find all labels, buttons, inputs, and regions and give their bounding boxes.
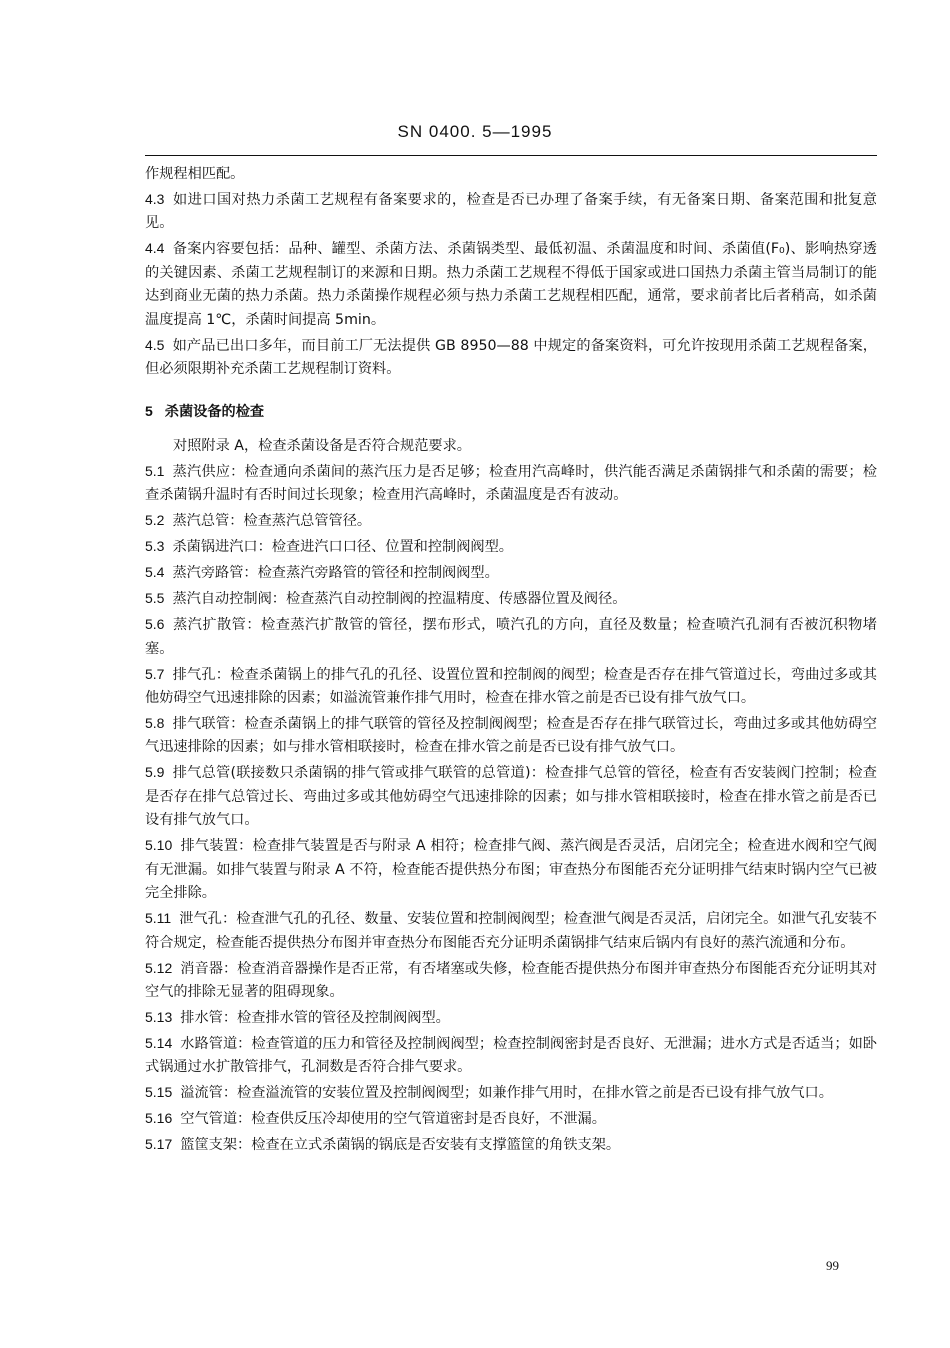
- clause-text: 蒸汽供应：检查通向杀菌间的蒸汽压力是否足够；检查用汽高峰时，供汽能否满足杀菌锅排气和杀菌的需要；检查杀菌锅升温时有否时间过长现象；检查用汽高峰时，杀菌温度是否有波动。: [145, 463, 877, 504]
- clause-5-3: [145, 535, 877, 559]
- clause-5-4: [145, 561, 877, 585]
- clause-text: 空气管道：检查供反压冷却使用的空气管道密封是否良好，不泄漏。: [180, 1111, 606, 1128]
- page-number: 99: [826, 1258, 839, 1273]
- clause-text: 如产品已出口多年，而目前工厂无法提供 GB 8950—88 中规定的备案资料，可允许按现用杀菌工艺规程备案，但必须限期补充杀菌工艺规程制订资料。: [145, 337, 877, 378]
- clause-number: 4.4: [145, 240, 165, 257]
- clause-text: 泄气孔：检查泄气孔的孔径、数量、安装位置和控制阀阀型；检查泄气阀是否灵活，启闭完全。如泄气孔安装不符合规定，检查能否提供热分布图并审查热分布图能否充分证明杀菌锅排气结束后锅内有良好的蒸汽流通和分布。: [145, 911, 877, 951]
- clause-5-7: [145, 663, 877, 711]
- clause-text: 排气孔：检查杀菌锅上的排气孔的孔径、设置位置和控制阀的阀型；检查是否存在排气管道过长，弯曲过多或其他妨碍空气迅速排除的因素；如溢流管兼作排气用时，检查在排水管之前是否已设有排气放气口。: [145, 666, 877, 707]
- clause-number: 5.9: [145, 764, 165, 781]
- clause-text: 蒸汽旁路管：检查蒸汽旁路管的管径和控制阀阀型。: [172, 565, 499, 582]
- clause-number: 5.13: [145, 1008, 173, 1025]
- document-number-header: SN 0400. 5—1995: [397, 122, 553, 141]
- clause-number: 5.10: [145, 837, 173, 854]
- clause-number: 5.12: [145, 959, 173, 976]
- clause-number: 5.7: [145, 665, 165, 682]
- clause-5-8: [145, 712, 877, 760]
- clause-text: 蒸汽总管：检查蒸汽总管管径。: [172, 513, 372, 530]
- header-rule: [145, 155, 877, 156]
- clause-number: 5.11: [145, 910, 172, 927]
- clause-number: 5.4: [145, 564, 165, 581]
- document-body: [145, 163, 877, 1159]
- paragraph-continuation: 作规程相匹配。: [145, 166, 245, 182]
- clause-number: 4.5: [145, 336, 165, 353]
- clause-5-2: [145, 509, 877, 533]
- clause-number: 5.6: [145, 616, 165, 633]
- clause-text: 排气装置：检查排气装置是否与附录 A 相符；检查排气阀、蒸汽阀是否灵活，启闭完全；检查进水阀和空气阀有无泄漏。如排气装置与附录 A 不符，检查能否提供热分布图；审查热分布图能否充分证明排气结束时锅内空气已被完全排除。: [145, 838, 877, 902]
- clause-4-4: [145, 237, 877, 332]
- clause-number: 5.15: [145, 1084, 173, 1101]
- clause-number: 5.3: [145, 538, 165, 555]
- clause-number: 5.16: [145, 1110, 173, 1127]
- clause-number: 5.8: [145, 715, 165, 732]
- section-title: 杀菌设备的检查: [164, 404, 265, 421]
- clause-5-1: [145, 460, 877, 508]
- clause-5-15: [145, 1081, 877, 1105]
- clause-5-12: [145, 957, 877, 1005]
- clause-5-13: [145, 1006, 877, 1030]
- clause-text: 水路管道：检查管道的压力和管径及控制阀阀型；检查控制阀密封是否良好、无泄漏；进水方式是否适当；如卧式锅通过水扩散管排气，孔洞数是否符合排气要求。: [145, 1035, 877, 1076]
- section-5-intro: 对照附录 A，检查杀菌设备是否符合规范要求。: [173, 437, 471, 454]
- clause-number: 5.1: [145, 462, 165, 479]
- clause-number: 5.5: [145, 590, 165, 607]
- clause-text: 篮筐支架：检查在立式杀菌锅的锅底是否安装有支撑篮筐的角铁支架。: [180, 1137, 621, 1154]
- clause-number: 5.14: [145, 1034, 173, 1051]
- section-number: 5: [145, 403, 153, 420]
- clause-5-16: [145, 1107, 877, 1131]
- clause-5-9: [145, 761, 877, 832]
- clause-5-14: [145, 1032, 877, 1080]
- clause-4-5: [145, 334, 877, 382]
- clause-5-6: [145, 613, 877, 661]
- clause-5-10: [145, 834, 877, 905]
- clause-text: 蒸汽扩散管：检查蒸汽扩散管的管径，摆布形式，喷汽孔的方向，直径及数量；检查喷汽孔洞有否被沉积物堵塞。: [145, 617, 877, 657]
- clause-number: 5.17: [145, 1136, 173, 1153]
- clause-text: 杀菌锅进汽口：检查进汽口口径、位置和控制阀阀型。: [172, 539, 513, 556]
- clause-text: 排水管：检查排水管的管径及控制阀阀型。: [180, 1009, 450, 1026]
- clause-text: 如进口国对热力杀菌工艺规程有备案要求的，检查是否已办理了备案手续，有无备案日期、备案范围和批复意见。: [145, 192, 877, 232]
- clause-text: 备案内容要包括：品种、罐型、杀菌方法、杀菌锅类型、最低初温、杀菌温度和时间、杀菌值(F₀)、影响热穿透的关键因素、杀菌工艺规程制订的来源和日期。热力杀菌工艺规程不得低于国家或进口国热力杀菌主管当局制订的能达到商业无菌的热力杀菌。热力杀菌操作规程必须与热力杀菌工艺规程相匹配，通常，要求前者比后者稍高，如杀菌温度提高 1℃，杀菌时间提高 5min。: [145, 241, 877, 328]
- clause-number: 4.3: [145, 191, 165, 207]
- clause-4-3: [145, 188, 877, 236]
- clause-text: 排气总管(联接数只杀菌锅的排气管或排气联管的总管道)：检查排气总管的管径，检查有否安装阀门控制；检查是否存在排气总管过长、弯曲过多或其他妨碍空气迅速排除的因素；如与排水管相联接时，检查在排水管之前是否已设有排气放气口。: [145, 765, 877, 829]
- clause-5-17: [145, 1133, 877, 1157]
- clause-text: 排气联管：检查杀菌锅上的排气联管的管径及控制阀阀型；检查是否存在排气联管过长，弯曲过多或其他妨碍空气迅速排除的因素；如与排水管相联接时，检查在排水管之前是否已设有排气放气口。: [145, 716, 877, 756]
- section-5-heading: [145, 400, 877, 424]
- clause-text: 溢流管：检查溢流管的安装位置及控制阀阀型；如兼作排气用时，在排水管之前是否已设有排气放气口。: [180, 1085, 833, 1102]
- clause-text: 蒸汽自动控制阀：检查蒸汽自动控制阀的控温精度、传感器位置及阀径。: [172, 591, 627, 608]
- clause-number: 5.2: [145, 512, 165, 529]
- clause-5-5: [145, 587, 877, 611]
- clause-text: 消音器：检查消音器操作是否正常，有否堵塞或失修，检查能否提供热分布图并审查热分布图能否充分证明其对空气的排除无显著的阻碍现象。: [145, 960, 877, 1000]
- clause-5-11: [145, 907, 877, 955]
